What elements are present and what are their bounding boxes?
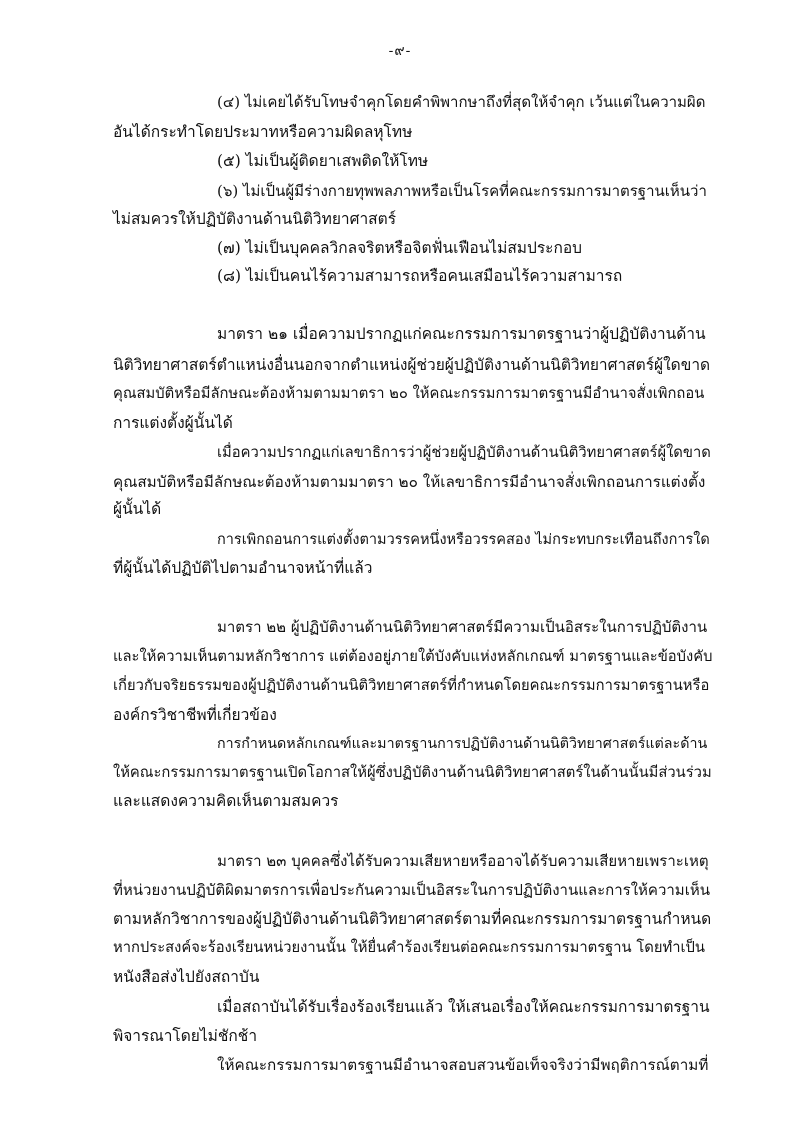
text-line: (๔) ไม่เคยได้รับโทษจำคุกโดยคำพิพากษาถึงที่สุดให้จำคุก เว้นแต่ในความผิด (217, 93, 706, 111)
page-number: -๙- (388, 43, 412, 59)
text-line: (๘) ไม่เป็นคนไร้ความสามารถหรือคนเสมือนไร้ความสามารถ (217, 267, 623, 285)
text-line: ไม่สมควรให้ปฏิบัติงานด้านนิติวิทยาศาสตร์ (113, 210, 397, 228)
text-line: (๖) ไม่เป็นผู้มีร่างกายทุพพลภาพหรือเป็นโรคที่คณะกรรมการมาตรฐานเห็นว่า (217, 182, 707, 200)
text-line: การเพิกถอนการแต่งตั้งตามวรรคหนึ่งหรือวรรคสอง ไม่กระทบกระเทือนถึงการใด (217, 532, 710, 548)
text-line: (๕) ไม่เป็นผู้ติดยาเสพติดให้โทษ (217, 152, 429, 170)
text-line: และแสดงความคิดเห็นตามสมควร (113, 792, 339, 810)
text-line: เกี่ยวกับจริยธรรมของผู้ปฏิบัติงานด้านนิติวิทยาศาสตร์ที่กำหนดโดยคณะกรรมการมาตรฐานหรือ (113, 677, 710, 694)
text-line: ที่หน่วยงานปฏิบัติผิดมาตรการเพื่อประกันความเป็นอิสระในการปฏิบัติงานและการให้ความเห็น (113, 881, 710, 899)
text-line: ที่ผู้นั้นได้ปฏิบัติไปตามอำนาจหน้าที่แล้ว (113, 559, 373, 577)
section-22-heading: มาตรา ๒๒ ผู้ปฏิบัติงานด้านนิติวิทยาศาสตร์มีความเป็นอิสระในการปฏิบัติงาน (217, 618, 708, 636)
text-line: ให้คณะกรรมการมาตรฐานมีอำนาจสอบสวนข้อเท็จจริงว่ามีพฤติการณ์ตามที่ (217, 1056, 709, 1074)
text-line: หากประสงค์จะร้องเรียนหน่วยงานนั้น ให้ยื่นคำร้องเรียนต่อคณะกรรมการมาตรฐาน โดยทำเป็น (113, 939, 705, 956)
text-line: เมื่อสถาบันได้รับเรื่องร้องเรียนแล้ว ให้เสนอเรื่องให้คณะกรรมการมาตรฐาน (217, 998, 710, 1016)
text-line: ผู้นั้นได้ (113, 500, 162, 518)
text-line: อันได้กระทำโดยประมาทหรือความผิดลหุโทษ (113, 123, 413, 141)
text-line: (๗) ไม่เป็นบุคคลวิกลจริตหรือจิตฟั่นเฟือนไม่สมประกอบ (217, 239, 583, 257)
text-line: คุณสมบัติหรือมีลักษณะต้องห้ามตามมาตรา ๒๐ ให้เลขาธิการมีอำนาจสั่งเพิกถอนการแต่งตั้ง (113, 473, 706, 491)
text-line: เมื่อความปรากฏแก่เลขาธิการว่าผู้ช่วยผู้ปฏิบัติงานด้านนิติวิทยาศาสตร์ผู้ใดขาด (217, 444, 711, 461)
text-line: การแต่งตั้งผู้นั้นได้ (113, 414, 233, 432)
text-line: นิติวิทยาศาสตร์ตำแหน่งอื่นนอกจากตำแหน่งผู้ช่วยผู้ปฏิบัติงานด้านนิติวิทยาศาสตร์ผู้ใดขาด (113, 356, 711, 374)
text-line: ให้คณะกรรมการมาตรฐานเปิดโอกาสให้ผู้ซึ่งปฏิบัติงานด้านนิติวิทยาศาสตร์ในด้านนั้นมีส่วนร่วม (113, 764, 712, 781)
text-line: และให้ความเห็นตามหลักวิชาการ แต่ต้องอยู่ภายใต้บังคับแห่งหลักเกณฑ์ มาตรฐานและข้อบังคับ (113, 648, 713, 665)
text-line: พิจารณาโดยไม่ชักช้า (113, 1027, 258, 1045)
text-line: คุณสมบัติหรือมีลักษณะต้องห้ามตามมาตรา ๒๐ ให้คณะกรรมการมาตรฐานมีอำนาจสั่งเพิกถอน (113, 385, 705, 402)
text-line: ตามหลักวิชาการของผู้ปฏิบัติงานด้านนิติวิทยาศาสตร์ตามที่คณะกรรมการมาตรฐานกำหนด (113, 910, 712, 928)
section-21-heading: มาตรา ๒๑ เมื่อความปรากฏแก่คณะกรรมการมาตรฐานว่าผู้ปฏิบัติงานด้าน (217, 325, 706, 343)
section-23-heading: มาตรา ๒๓ บุคคลซึ่งได้รับความเสียหายหรืออาจได้รับความเสียหายเพราะเหตุ (217, 852, 709, 870)
text-line: หนังสือส่งไปยังสถาบัน (113, 968, 260, 986)
text-line: การกำหนดหลักเกณฑ์และมาตรฐานการปฏิบัติงานด้านนิติวิทยาศาสตร์แต่ละด้าน (217, 736, 708, 752)
text-line: องค์กรวิชาชีพที่เกี่ยวข้อง (113, 706, 277, 724)
